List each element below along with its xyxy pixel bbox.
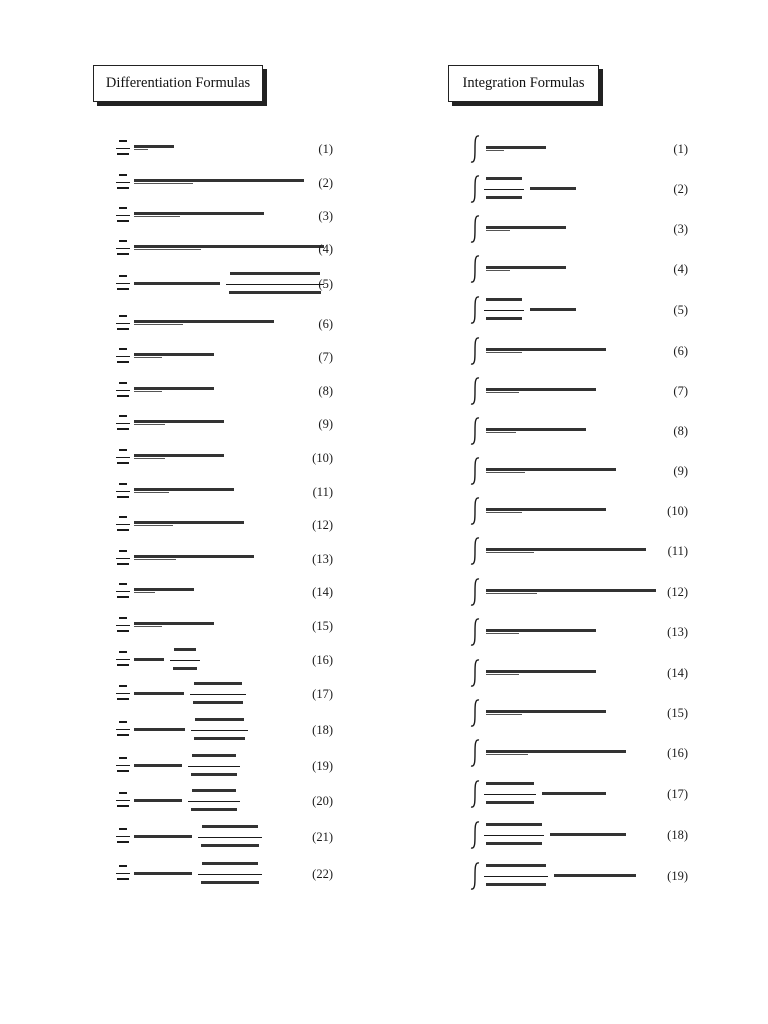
integral-sign-icon — [471, 538, 479, 564]
formula-expression — [134, 387, 214, 390]
derivative-fraction-bar — [116, 423, 130, 424]
derivative-operator-dx — [117, 395, 129, 397]
integral-expression-detail — [486, 714, 522, 715]
derivative-operator-dx — [117, 462, 129, 464]
integrand-denominator — [486, 196, 522, 199]
formula-expression — [134, 212, 264, 215]
integral-sign-icon — [471, 176, 479, 202]
formula-number: (17) — [667, 787, 688, 801]
formula-expression-detail — [134, 391, 162, 392]
integrand-denominator — [486, 842, 542, 845]
formula-left-side — [134, 658, 164, 661]
integrand-numerator — [486, 782, 534, 785]
formula-numerator — [202, 825, 258, 828]
formula-number: (19) — [312, 759, 333, 773]
integral-sign-icon — [471, 338, 479, 364]
integral-expression-detail — [486, 552, 534, 553]
formula-number: (19) — [667, 869, 688, 883]
formula-number: (2) — [673, 182, 688, 196]
formula-numerator — [174, 648, 196, 651]
derivative-operator-dx — [117, 187, 129, 189]
formula-fraction-bar — [198, 874, 262, 875]
formula-fraction-bar — [226, 284, 324, 285]
derivative-fraction-bar — [116, 148, 130, 149]
formula-numerator — [195, 718, 244, 721]
formula-expression — [134, 245, 324, 248]
derivative-operator-dx — [117, 361, 129, 363]
formula-number: (10) — [312, 451, 333, 465]
formula-number: (20) — [312, 794, 333, 808]
formula-numerator — [192, 789, 236, 792]
integrand-fraction-bar — [484, 794, 536, 795]
formula-number: (14) — [312, 585, 333, 599]
integral-sign-icon — [471, 498, 479, 524]
formula-number: (1) — [673, 142, 688, 156]
derivative-operator-dx — [117, 805, 129, 807]
derivative-operator-dx — [117, 328, 129, 330]
integral-expression-detail — [486, 270, 510, 271]
integral-expression — [486, 629, 596, 632]
integral-sign-icon — [471, 660, 479, 686]
derivative-fraction-bar — [116, 390, 130, 391]
integrand-fraction-bar — [484, 835, 544, 836]
integral-expression-detail — [486, 674, 519, 675]
formula-number: (15) — [667, 706, 688, 720]
integrand-denominator — [486, 317, 522, 320]
formula-expression-detail — [134, 592, 155, 593]
integral-sign-icon — [471, 256, 479, 282]
integral-expression-detail — [486, 352, 522, 353]
derivative-operator-d — [119, 174, 127, 176]
formula-fraction-bar — [188, 801, 240, 802]
derivative-operator-d — [119, 516, 127, 518]
integrand-numerator — [486, 864, 546, 867]
formula-expression-detail — [134, 458, 165, 459]
formula-number: (5) — [673, 303, 688, 317]
formula-number: (12) — [667, 585, 688, 599]
integral-sign-icon — [471, 378, 479, 404]
integral-expression-detail — [486, 392, 519, 393]
derivative-operator-d — [119, 315, 127, 317]
derivative-operator-d — [119, 348, 127, 350]
integrand-numerator — [486, 298, 522, 301]
antiderivative-expression — [530, 187, 576, 190]
integral-expression-detail — [486, 633, 519, 634]
formula-left-side — [134, 764, 182, 767]
integral-expression-detail — [486, 593, 537, 594]
integral-expression-detail — [486, 432, 516, 433]
formula-expression — [134, 353, 214, 356]
formula-fraction-bar — [198, 837, 262, 838]
integral-expression-detail — [486, 754, 528, 755]
derivative-operator-d — [119, 651, 127, 653]
antiderivative-expression — [542, 792, 606, 795]
formula-number: (11) — [667, 544, 688, 558]
formula-expression-detail — [134, 492, 169, 493]
antiderivative-expression — [530, 308, 576, 311]
integral-sign-icon — [471, 136, 479, 162]
derivative-fraction-bar — [116, 283, 130, 284]
formula-number: (8) — [318, 384, 333, 398]
formula-number: (1) — [318, 142, 333, 156]
formula-denominator — [173, 667, 197, 670]
integral-sign-icon — [471, 216, 479, 242]
integral-sign-icon — [471, 781, 479, 807]
formula-expression-detail — [134, 559, 176, 560]
derivative-fraction-bar — [116, 215, 130, 216]
formula-number: (13) — [312, 552, 333, 566]
integral-expression — [486, 266, 566, 269]
formula-expression-detail — [134, 249, 201, 250]
formula-number: (5) — [318, 277, 333, 291]
integral-expression — [486, 468, 616, 471]
formula-denominator — [194, 737, 245, 740]
formula-left-side — [134, 799, 182, 802]
derivative-operator-dx — [117, 770, 129, 772]
formula-number: (18) — [667, 828, 688, 842]
derivative-operator-dx — [117, 253, 129, 255]
integral-expression — [486, 428, 586, 431]
formula-numerator — [192, 754, 236, 757]
formula-number: (11) — [312, 485, 333, 499]
formula-denominator — [229, 291, 321, 294]
integral-expression — [486, 388, 596, 391]
formula-expression-detail — [134, 357, 162, 358]
integral-sign-icon — [471, 418, 479, 444]
derivative-fraction-bar — [116, 182, 130, 183]
formula-number: (16) — [667, 746, 688, 760]
formula-fraction-bar — [190, 694, 246, 695]
formula-number: (13) — [667, 625, 688, 639]
integrand-denominator — [486, 883, 546, 886]
derivative-operator-dx — [117, 496, 129, 498]
formula-fraction-bar — [191, 730, 248, 731]
derivative-operator-d — [119, 382, 127, 384]
integral-sign-icon — [471, 619, 479, 645]
formula-number: (8) — [673, 424, 688, 438]
derivative-fraction-bar — [116, 659, 130, 660]
derivative-fraction-bar — [116, 491, 130, 492]
derivative-fraction-bar — [116, 524, 130, 525]
integral-sign-icon — [471, 822, 479, 848]
derivative-operator-d — [119, 207, 127, 209]
integral-expression — [486, 589, 656, 592]
derivative-fraction-bar — [116, 765, 130, 766]
integral-expression-detail — [486, 512, 522, 513]
derivative-operator-dx — [117, 596, 129, 598]
derivative-operator-dx — [117, 841, 129, 843]
integral-expression — [486, 146, 546, 149]
formula-number: (7) — [318, 350, 333, 364]
antiderivative-expression — [554, 874, 636, 877]
derivative-operator-dx — [117, 698, 129, 700]
formula-expression — [134, 320, 274, 323]
formula-expression-detail — [134, 183, 193, 184]
derivative-fraction-bar — [116, 836, 130, 837]
formula-number: (15) — [312, 619, 333, 633]
formula-left-side — [134, 872, 192, 875]
derivative-fraction-bar — [116, 323, 130, 324]
antiderivative-expression — [550, 833, 626, 836]
derivative-operator-d — [119, 865, 127, 867]
formula-expression-detail — [134, 324, 183, 325]
derivative-fraction-bar — [116, 356, 130, 357]
integral-expression — [486, 750, 626, 753]
formula-number: (4) — [318, 242, 333, 256]
derivative-operator-d — [119, 240, 127, 242]
derivative-operator-d — [119, 449, 127, 451]
integration-title: Integration Formulas — [462, 75, 585, 91]
integral-sign-icon — [471, 579, 479, 605]
formula-number: (18) — [312, 723, 333, 737]
formula-denominator — [193, 701, 243, 704]
integrand-numerator — [486, 823, 542, 826]
formula-expression-detail — [134, 216, 180, 217]
formula-denominator — [191, 808, 237, 811]
formula-expression-detail — [134, 626, 162, 627]
formula-number: (21) — [312, 830, 333, 844]
formula-number: (9) — [673, 464, 688, 478]
derivative-operator-dx — [117, 153, 129, 155]
integral-expression — [486, 548, 646, 551]
derivative-fraction-bar — [116, 693, 130, 694]
formula-expression-detail — [134, 149, 148, 150]
formula-numerator — [202, 862, 258, 865]
formula-fraction-bar — [188, 766, 240, 767]
formula-number: (16) — [312, 653, 333, 667]
derivative-operator-dx — [117, 878, 129, 880]
integral-expression-detail — [486, 472, 525, 473]
derivative-operator-dx — [117, 630, 129, 632]
derivative-operator-d — [119, 721, 127, 723]
integral-sign-icon — [471, 740, 479, 766]
integrand-numerator — [486, 177, 522, 180]
formula-expression — [134, 521, 244, 524]
formula-number: (4) — [673, 262, 688, 276]
formula-expression-detail — [134, 424, 165, 425]
integral-sign-icon — [471, 863, 479, 889]
derivative-operator-d — [119, 617, 127, 619]
formula-expression — [134, 145, 174, 148]
formula-expression — [134, 555, 254, 558]
formula-left-side — [134, 728, 185, 731]
derivative-operator-d — [119, 275, 127, 277]
formula-number: (7) — [673, 384, 688, 398]
formula-left-side — [134, 692, 184, 695]
formula-number: (6) — [318, 317, 333, 331]
integrand-fraction-bar — [484, 310, 524, 311]
formula-number: (3) — [673, 222, 688, 236]
formula-expression — [134, 622, 214, 625]
derivative-operator-dx — [117, 428, 129, 430]
formula-number: (14) — [667, 666, 688, 680]
integral-sign-icon — [471, 297, 479, 323]
integral-sign-icon — [471, 700, 479, 726]
differentiation-title: Differentiation Formulas — [105, 75, 251, 91]
integral-expression — [486, 348, 606, 351]
derivative-operator-dx — [117, 529, 129, 531]
formula-denominator — [201, 844, 259, 847]
formula-expression — [134, 179, 304, 182]
derivative-operator-d — [119, 757, 127, 759]
integrand-fraction-bar — [484, 189, 524, 190]
integral-expression-detail — [486, 150, 504, 151]
derivative-operator-d — [119, 550, 127, 552]
integral-expression — [486, 670, 596, 673]
formula-number: (22) — [312, 867, 333, 881]
derivative-operator-d — [119, 140, 127, 142]
derivative-operator-d — [119, 828, 127, 830]
formula-expression — [134, 420, 224, 423]
derivative-operator-dx — [117, 220, 129, 222]
derivative-fraction-bar — [116, 729, 130, 730]
formula-fraction-bar — [170, 660, 200, 661]
derivative-fraction-bar — [116, 248, 130, 249]
derivative-fraction-bar — [116, 457, 130, 458]
derivative-operator-d — [119, 583, 127, 585]
formula-number: (12) — [312, 518, 333, 532]
formula-expression — [134, 488, 234, 491]
derivative-operator-d — [119, 415, 127, 417]
integral-expression-detail — [486, 230, 510, 231]
derivative-operator-dx — [117, 734, 129, 736]
formula-left-side — [134, 282, 220, 285]
integrand-denominator — [486, 801, 534, 804]
derivative-operator-d — [119, 483, 127, 485]
integral-expression — [486, 226, 566, 229]
formula-left-side — [134, 835, 192, 838]
integral-expression — [486, 710, 606, 713]
derivative-fraction-bar — [116, 591, 130, 592]
formula-expression — [134, 588, 194, 591]
integral-sign-icon — [471, 458, 479, 484]
derivative-fraction-bar — [116, 873, 130, 874]
formula-numerator — [230, 272, 320, 275]
formula-number: (3) — [318, 209, 333, 223]
formula-denominator — [191, 773, 237, 776]
derivative-operator-dx — [117, 563, 129, 565]
formula-number: (17) — [312, 687, 333, 701]
formula-number: (6) — [673, 344, 688, 358]
derivative-fraction-bar — [116, 558, 130, 559]
formula-numerator — [194, 682, 242, 685]
formula-denominator — [201, 881, 259, 884]
formula-expression-detail — [134, 525, 173, 526]
integral-expression — [486, 508, 606, 511]
derivative-operator-dx — [117, 664, 129, 666]
derivative-fraction-bar — [116, 800, 130, 801]
derivative-operator-d — [119, 792, 127, 794]
formula-number: (2) — [318, 176, 333, 190]
formula-expression — [134, 454, 224, 457]
derivative-fraction-bar — [116, 625, 130, 626]
derivative-operator-dx — [117, 288, 129, 290]
integrand-fraction-bar — [484, 876, 548, 877]
formula-number: (9) — [318, 417, 333, 431]
formula-number: (10) — [667, 504, 688, 518]
derivative-operator-d — [119, 685, 127, 687]
